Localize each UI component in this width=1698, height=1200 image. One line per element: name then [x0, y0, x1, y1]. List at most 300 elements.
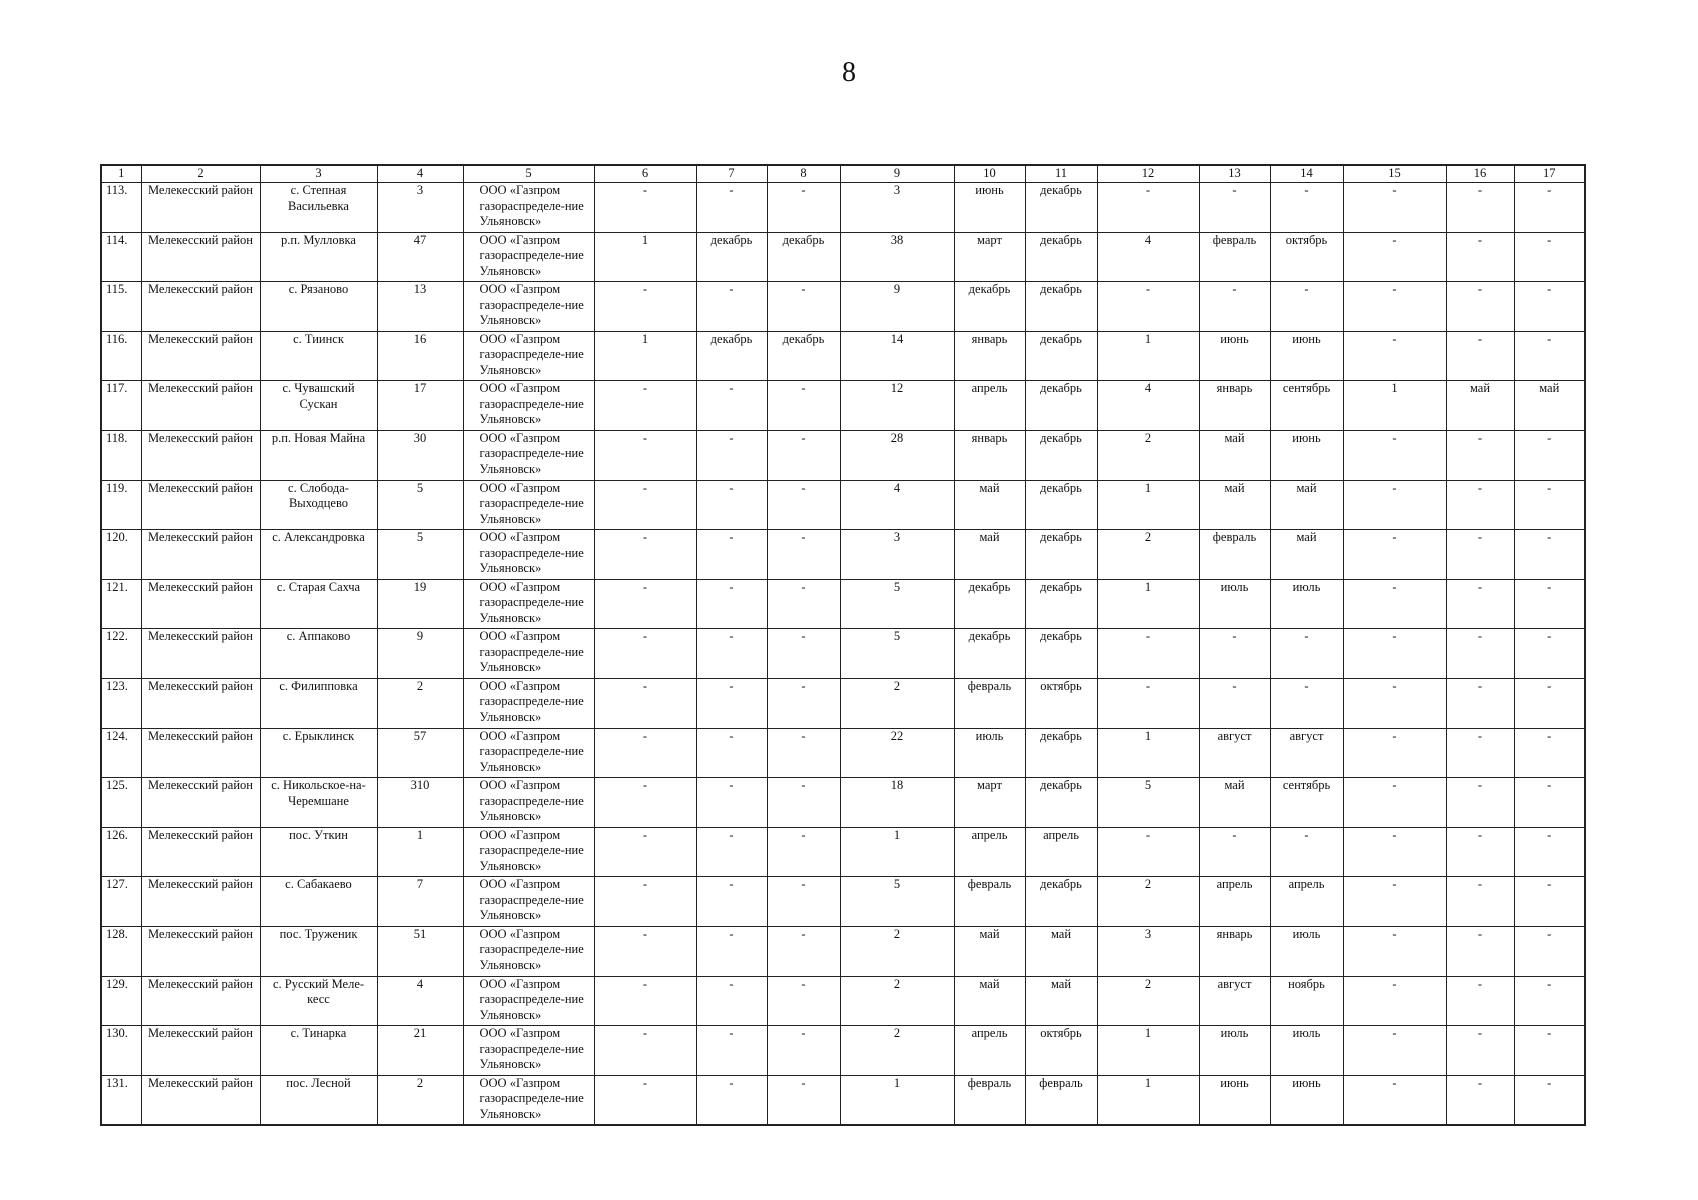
table-cell-col-7: декабрь	[696, 331, 767, 381]
table-cell-col-3: с. Тиинск	[260, 331, 377, 381]
table-cell-col-6: 1	[594, 331, 696, 381]
table-cell-col-1: 124.	[101, 728, 141, 778]
table-cell-col-3: пос. Труженик	[260, 926, 377, 976]
table-cell-col-12: 1	[1097, 1075, 1199, 1125]
table-cell-col-9: 1	[840, 827, 954, 877]
table-cell-col-16: -	[1446, 778, 1514, 828]
table-cell-col-16: -	[1446, 827, 1514, 877]
table-cell-col-15: -	[1343, 480, 1446, 530]
table-cell-col-10: апрель	[954, 827, 1025, 877]
column-header-4: 4	[377, 165, 463, 183]
table-cell-col-3: с. Сабакаево	[260, 877, 377, 927]
column-header-17: 17	[1514, 165, 1585, 183]
column-header-6: 6	[594, 165, 696, 183]
table-cell-col-15: -	[1343, 778, 1446, 828]
table-cell-col-5: ООО «Газпром газораспределе-ние Ульяновск»	[463, 1075, 594, 1125]
table-cell-col-13: -	[1199, 183, 1270, 233]
table-cell-col-1: 128.	[101, 926, 141, 976]
table-cell-col-4: 3	[377, 183, 463, 233]
table-cell-col-7: -	[696, 976, 767, 1026]
table-cell-col-5: ООО «Газпром газораспределе-ние Ульяновск»	[463, 183, 594, 233]
column-header-13: 13	[1199, 165, 1270, 183]
table-cell-col-10: апрель	[954, 1026, 1025, 1076]
column-header-8: 8	[767, 165, 840, 183]
table-cell-col-2: Мелекесский район	[141, 381, 260, 431]
table-cell-col-10: декабрь	[954, 629, 1025, 679]
table-cell-col-8: декабрь	[767, 232, 840, 282]
table-cell-col-17: -	[1514, 629, 1585, 679]
table-cell-col-5: ООО «Газпром газораспределе-ние Ульяновск»	[463, 678, 594, 728]
table-cell-col-17: -	[1514, 282, 1585, 332]
table-cell-col-3: с. Русский Меле-кесс	[260, 976, 377, 1026]
table-cell-col-3: с. Филипповка	[260, 678, 377, 728]
table-cell-col-14: июль	[1270, 579, 1343, 629]
table-cell-col-4: 7	[377, 877, 463, 927]
table-cell-col-5: ООО «Газпром газораспределе-ние Ульяновск»	[463, 232, 594, 282]
table-cell-col-9: 5	[840, 579, 954, 629]
table-cell-col-10: февраль	[954, 1075, 1025, 1125]
table-cell-col-4: 47	[377, 232, 463, 282]
table-cell-col-14: октябрь	[1270, 232, 1343, 282]
table-cell-col-8: -	[767, 1026, 840, 1076]
table-cell-col-2: Мелекесский район	[141, 926, 260, 976]
column-header-14: 14	[1270, 165, 1343, 183]
table-cell-col-13: май	[1199, 778, 1270, 828]
table-cell-col-11: декабрь	[1025, 183, 1097, 233]
table-cell-col-9: 22	[840, 728, 954, 778]
table-cell-col-5: ООО «Газпром газораспределе-ние Ульяновск»	[463, 282, 594, 332]
table-cell-col-16: -	[1446, 728, 1514, 778]
table-cell-col-7: -	[696, 1026, 767, 1076]
table-cell-col-8: -	[767, 430, 840, 480]
page-number: 8	[842, 57, 856, 88]
table-cell-col-17: -	[1514, 331, 1585, 381]
table-cell-col-15: 1	[1343, 381, 1446, 431]
table-cell-col-5: ООО «Газпром газораспределе-ние Ульяновск»	[463, 778, 594, 828]
table-cell-col-15: -	[1343, 331, 1446, 381]
table-cell-col-7: -	[696, 827, 767, 877]
table-cell-col-2: Мелекесский район	[141, 877, 260, 927]
table-cell-col-7: -	[696, 629, 767, 679]
table-cell-col-11: апрель	[1025, 827, 1097, 877]
table-cell-col-12: 1	[1097, 728, 1199, 778]
table-cell-col-11: май	[1025, 926, 1097, 976]
table-cell-col-13: июнь	[1199, 1075, 1270, 1125]
table-cell-col-1: 130.	[101, 1026, 141, 1076]
table-cell-col-6: -	[594, 678, 696, 728]
table-cell-col-5: ООО «Газпром газораспределе-ние Ульяновск»	[463, 480, 594, 530]
table-cell-col-12: 1	[1097, 331, 1199, 381]
table-cell-col-10: июнь	[954, 183, 1025, 233]
table-cell-col-12: 5	[1097, 778, 1199, 828]
table-cell-col-13: июнь	[1199, 331, 1270, 381]
table-cell-col-14: июнь	[1270, 430, 1343, 480]
table-cell-col-10: май	[954, 926, 1025, 976]
table-cell-col-13: май	[1199, 430, 1270, 480]
table-cell-col-13: май	[1199, 480, 1270, 530]
table-cell-col-16: -	[1446, 530, 1514, 580]
table-cell-col-12: -	[1097, 183, 1199, 233]
table-cell-col-9: 5	[840, 629, 954, 679]
table-cell-col-5: ООО «Газпром газораспределе-ние Ульяновск»	[463, 579, 594, 629]
table-cell-col-15: -	[1343, 282, 1446, 332]
table-cell-col-10: декабрь	[954, 579, 1025, 629]
table-cell-col-11: май	[1025, 976, 1097, 1026]
table-cell-col-4: 2	[377, 678, 463, 728]
table-cell-col-4: 310	[377, 778, 463, 828]
table-cell-col-3: р.п. Мулловка	[260, 232, 377, 282]
table-cell-col-6: -	[594, 282, 696, 332]
table-cell-col-13: -	[1199, 678, 1270, 728]
table-cell-col-14: август	[1270, 728, 1343, 778]
table-cell-col-8: -	[767, 381, 840, 431]
table-cell-col-3: с. Рязаново	[260, 282, 377, 332]
table-cell-col-8: -	[767, 1075, 840, 1125]
table-cell-col-6: -	[594, 926, 696, 976]
table-cell-col-6: -	[594, 530, 696, 580]
table-cell-col-17: -	[1514, 430, 1585, 480]
table-cell-col-16: -	[1446, 480, 1514, 530]
column-header-15: 15	[1343, 165, 1446, 183]
table-cell-col-15: -	[1343, 728, 1446, 778]
table-cell-col-17: -	[1514, 827, 1585, 877]
table-cell-col-2: Мелекесский район	[141, 282, 260, 332]
table-cell-col-14: май	[1270, 530, 1343, 580]
table-cell-col-11: декабрь	[1025, 282, 1097, 332]
table-cell-col-7: -	[696, 381, 767, 431]
table-cell-col-14: -	[1270, 282, 1343, 332]
table-cell-col-1: 114.	[101, 232, 141, 282]
table-cell-col-1: 122.	[101, 629, 141, 679]
table-cell-col-11: октябрь	[1025, 678, 1097, 728]
table-cell-col-8: -	[767, 778, 840, 828]
table-cell-col-9: 12	[840, 381, 954, 431]
table-cell-col-3: с. Тинарка	[260, 1026, 377, 1076]
table-cell-col-2: Мелекесский район	[141, 778, 260, 828]
table-cell-col-14: -	[1270, 629, 1343, 679]
table-cell-col-17: -	[1514, 579, 1585, 629]
table-cell-col-16: -	[1446, 629, 1514, 679]
table-cell-col-1: 127.	[101, 877, 141, 927]
table-cell-col-3: с. Слобода-Выходцево	[260, 480, 377, 530]
table-cell-col-2: Мелекесский район	[141, 976, 260, 1026]
table-cell-col-2: Мелекесский район	[141, 480, 260, 530]
table-row	[101, 976, 1585, 1026]
table-cell-col-2: Мелекесский район	[141, 183, 260, 233]
table-cell-col-14: июнь	[1270, 1075, 1343, 1125]
table-cell-col-11: декабрь	[1025, 530, 1097, 580]
table-cell-col-12: 1	[1097, 579, 1199, 629]
table-cell-col-8: -	[767, 678, 840, 728]
table-cell-col-7: -	[696, 430, 767, 480]
table-cell-col-1: 126.	[101, 827, 141, 877]
table-cell-col-16: -	[1446, 678, 1514, 728]
table-cell-col-17: -	[1514, 926, 1585, 976]
table-cell-col-1: 119.	[101, 480, 141, 530]
table-cell-col-14: июль	[1270, 1026, 1343, 1076]
column-header-1: 1	[101, 165, 141, 183]
table-cell-col-12: 1	[1097, 480, 1199, 530]
table-cell-col-10: март	[954, 232, 1025, 282]
table-cell-col-7: -	[696, 480, 767, 530]
table-cell-col-10: март	[954, 778, 1025, 828]
column-header-9: 9	[840, 165, 954, 183]
table-cell-col-3: с. Александровка	[260, 530, 377, 580]
table-cell-col-2: Мелекесский район	[141, 579, 260, 629]
table-row	[101, 530, 1585, 580]
table-cell-col-6: -	[594, 430, 696, 480]
column-header-7: 7	[696, 165, 767, 183]
table-cell-col-16: -	[1446, 976, 1514, 1026]
table-cell-col-9: 2	[840, 678, 954, 728]
table-cell-col-6: -	[594, 728, 696, 778]
table-row	[101, 430, 1585, 480]
table-cell-col-12: 1	[1097, 1026, 1199, 1076]
table-cell-col-3: с. Старая Сахча	[260, 579, 377, 629]
table-cell-col-10: декабрь	[954, 282, 1025, 332]
table-cell-col-17: -	[1514, 778, 1585, 828]
table-cell-col-15: -	[1343, 430, 1446, 480]
table-cell-col-5: ООО «Газпром газораспределе-ние Ульяновск»	[463, 976, 594, 1026]
table-cell-col-9: 14	[840, 331, 954, 381]
table-cell-col-16: -	[1446, 282, 1514, 332]
table-row	[101, 1075, 1585, 1125]
table-cell-col-10: май	[954, 530, 1025, 580]
table-cell-col-5: ООО «Газпром газораспределе-ние Ульяновск»	[463, 530, 594, 580]
table-row	[101, 827, 1585, 877]
table-cell-col-8: -	[767, 480, 840, 530]
table-cell-col-13: февраль	[1199, 530, 1270, 580]
table-cell-col-9: 9	[840, 282, 954, 332]
table-cell-col-6: -	[594, 827, 696, 877]
table-cell-col-13: июль	[1199, 1026, 1270, 1076]
table-cell-col-17: -	[1514, 480, 1585, 530]
table-cell-col-3: с. Чувашский Сускан	[260, 381, 377, 431]
table-cell-col-14: -	[1270, 827, 1343, 877]
table-cell-col-11: декабрь	[1025, 728, 1097, 778]
table-cell-col-12: -	[1097, 827, 1199, 877]
table-cell-col-5: ООО «Газпром газораспределе-ние Ульяновск»	[463, 331, 594, 381]
table-cell-col-3: с. Никольское-на-Черемшане	[260, 778, 377, 828]
table-cell-col-6: -	[594, 480, 696, 530]
table-cell-col-3: р.п. Новая Майна	[260, 430, 377, 480]
table-cell-col-12: 2	[1097, 430, 1199, 480]
table-cell-col-4: 4	[377, 976, 463, 1026]
table-cell-col-10: февраль	[954, 678, 1025, 728]
table-cell-col-7: декабрь	[696, 232, 767, 282]
table-cell-col-16: -	[1446, 331, 1514, 381]
table-cell-col-2: Мелекесский район	[141, 530, 260, 580]
table-cell-col-12: 2	[1097, 976, 1199, 1026]
table-cell-col-2: Мелекесский район	[141, 728, 260, 778]
table-cell-col-12: 4	[1097, 381, 1199, 431]
table-cell-col-12: -	[1097, 629, 1199, 679]
table-cell-col-10: апрель	[954, 381, 1025, 431]
table-cell-col-1: 125.	[101, 778, 141, 828]
table-cell-col-14: май	[1270, 480, 1343, 530]
table-cell-col-9: 18	[840, 778, 954, 828]
table-cell-col-12: 3	[1097, 926, 1199, 976]
table-row	[101, 579, 1585, 629]
table-cell-col-7: -	[696, 282, 767, 332]
table-cell-col-16: -	[1446, 430, 1514, 480]
table-cell-col-2: Мелекесский район	[141, 827, 260, 877]
table-cell-col-1: 117.	[101, 381, 141, 431]
table-cell-col-1: 113.	[101, 183, 141, 233]
table-cell-col-9: 2	[840, 1026, 954, 1076]
column-header-5: 5	[463, 165, 594, 183]
table-body	[101, 183, 1585, 1125]
table-cell-col-8: -	[767, 530, 840, 580]
table-cell-col-16: -	[1446, 1075, 1514, 1125]
table-cell-col-9: 5	[840, 877, 954, 927]
table-cell-col-13: -	[1199, 629, 1270, 679]
column-header-16: 16	[1446, 165, 1514, 183]
table-cell-col-11: декабрь	[1025, 579, 1097, 629]
table-cell-col-15: -	[1343, 629, 1446, 679]
table-cell-col-5: ООО «Газпром газораспределе-ние Ульяновск»	[463, 827, 594, 877]
table-cell-col-1: 116.	[101, 331, 141, 381]
table-cell-col-7: -	[696, 926, 767, 976]
table-cell-col-13: июль	[1199, 579, 1270, 629]
table-cell-col-7: -	[696, 778, 767, 828]
table-cell-col-7: -	[696, 1075, 767, 1125]
table-cell-col-1: 123.	[101, 678, 141, 728]
table-cell-col-17: -	[1514, 530, 1585, 580]
table-cell-col-8: -	[767, 827, 840, 877]
table-cell-col-8: -	[767, 629, 840, 679]
table-cell-col-9: 1	[840, 1075, 954, 1125]
table-cell-col-5: ООО «Газпром газораспределе-ние Ульяновск»	[463, 926, 594, 976]
table-row	[101, 1026, 1585, 1076]
table-cell-col-17: -	[1514, 877, 1585, 927]
table-cell-col-15: -	[1343, 976, 1446, 1026]
table-cell-col-4: 21	[377, 1026, 463, 1076]
table-cell-col-16: -	[1446, 926, 1514, 976]
table-cell-col-6: -	[594, 1075, 696, 1125]
data-table	[100, 164, 1586, 1126]
column-header-2: 2	[141, 165, 260, 183]
table-cell-col-10: май	[954, 480, 1025, 530]
table-cell-col-2: Мелекесский район	[141, 1026, 260, 1076]
table-cell-col-9: 28	[840, 430, 954, 480]
table-cell-col-8: -	[767, 183, 840, 233]
table-cell-col-6: -	[594, 778, 696, 828]
table-cell-col-13: январь	[1199, 381, 1270, 431]
table-cell-col-3: пос. Уткин	[260, 827, 377, 877]
table-cell-col-8: -	[767, 926, 840, 976]
table-cell-col-14: июль	[1270, 926, 1343, 976]
table-cell-col-2: Мелекесский район	[141, 430, 260, 480]
table-cell-col-7: -	[696, 183, 767, 233]
table-cell-col-3: пос. Лесной	[260, 1075, 377, 1125]
column-header-3: 3	[260, 165, 377, 183]
table-row	[101, 728, 1585, 778]
table-cell-col-12: 2	[1097, 877, 1199, 927]
table-cell-col-4: 13	[377, 282, 463, 332]
table-cell-col-13: -	[1199, 282, 1270, 332]
table-cell-col-2: Мелекесский район	[141, 629, 260, 679]
table-cell-col-5: ООО «Газпром газораспределе-ние Ульяновск»	[463, 1026, 594, 1076]
table-cell-col-2: Мелекесский район	[141, 1075, 260, 1125]
table-cell-col-16: -	[1446, 183, 1514, 233]
table-cell-col-15: -	[1343, 1075, 1446, 1125]
table-cell-col-11: декабрь	[1025, 232, 1097, 282]
table-cell-col-11: декабрь	[1025, 331, 1097, 381]
table-cell-col-11: декабрь	[1025, 629, 1097, 679]
table-cell-col-17: -	[1514, 1026, 1585, 1076]
table-cell-col-8: декабрь	[767, 331, 840, 381]
table-cell-col-9: 3	[840, 530, 954, 580]
table-cell-col-1: 131.	[101, 1075, 141, 1125]
table-cell-col-15: -	[1343, 877, 1446, 927]
table-cell-col-1: 129.	[101, 976, 141, 1026]
table-cell-col-7: -	[696, 678, 767, 728]
table-cell-col-9: 2	[840, 926, 954, 976]
table-cell-col-10: февраль	[954, 877, 1025, 927]
table-cell-col-4: 57	[377, 728, 463, 778]
table-cell-col-5: ООО «Газпром газораспределе-ние Ульяновск»	[463, 728, 594, 778]
table-cell-col-4: 30	[377, 430, 463, 480]
table-cell-col-3: с. Ерыклинск	[260, 728, 377, 778]
table-cell-col-16: -	[1446, 877, 1514, 927]
table-cell-col-12: -	[1097, 678, 1199, 728]
table-cell-col-14: апрель	[1270, 877, 1343, 927]
table-header	[101, 165, 1585, 183]
table-row	[101, 381, 1585, 431]
table-cell-col-17: -	[1514, 728, 1585, 778]
table-cell-col-13: январь	[1199, 926, 1270, 976]
table-cell-col-4: 2	[377, 1075, 463, 1125]
table-cell-col-14: июнь	[1270, 331, 1343, 381]
table-cell-col-13: -	[1199, 827, 1270, 877]
table-cell-col-17: май	[1514, 381, 1585, 431]
table-cell-col-15: -	[1343, 232, 1446, 282]
table-cell-col-14: -	[1270, 678, 1343, 728]
table-cell-col-15: -	[1343, 579, 1446, 629]
table-cell-col-15: -	[1343, 678, 1446, 728]
table-cell-col-14: сентябрь	[1270, 778, 1343, 828]
table-row	[101, 778, 1585, 828]
table-cell-col-16: май	[1446, 381, 1514, 431]
table-cell-col-4: 5	[377, 530, 463, 580]
table-cell-col-6: -	[594, 976, 696, 1026]
table-cell-col-5: ООО «Газпром газораспределе-ние Ульяновск»	[463, 629, 594, 679]
table-cell-col-15: -	[1343, 827, 1446, 877]
table-cell-col-4: 19	[377, 579, 463, 629]
table-cell-col-5: ООО «Газпром газораспределе-ние Ульяновск»	[463, 877, 594, 927]
column-header-12: 12	[1097, 165, 1199, 183]
table-cell-col-11: декабрь	[1025, 430, 1097, 480]
table-cell-col-5: ООО «Газпром газораспределе-ние Ульяновск»	[463, 381, 594, 431]
table-cell-col-2: Мелекесский район	[141, 232, 260, 282]
table-row	[101, 480, 1585, 530]
table-cell-col-3: с. Степная Васильевка	[260, 183, 377, 233]
table-cell-col-1: 120.	[101, 530, 141, 580]
table-row	[101, 877, 1585, 927]
column-header-11: 11	[1025, 165, 1097, 183]
table-cell-col-11: февраль	[1025, 1075, 1097, 1125]
table-cell-col-16: -	[1446, 1026, 1514, 1076]
table-cell-col-13: август	[1199, 728, 1270, 778]
table-cell-col-8: -	[767, 579, 840, 629]
table-cell-col-15: -	[1343, 926, 1446, 976]
table-row	[101, 331, 1585, 381]
table-cell-col-7: -	[696, 530, 767, 580]
table-cell-col-6: -	[594, 381, 696, 431]
table-cell-col-4: 17	[377, 381, 463, 431]
table-cell-col-4: 5	[377, 480, 463, 530]
